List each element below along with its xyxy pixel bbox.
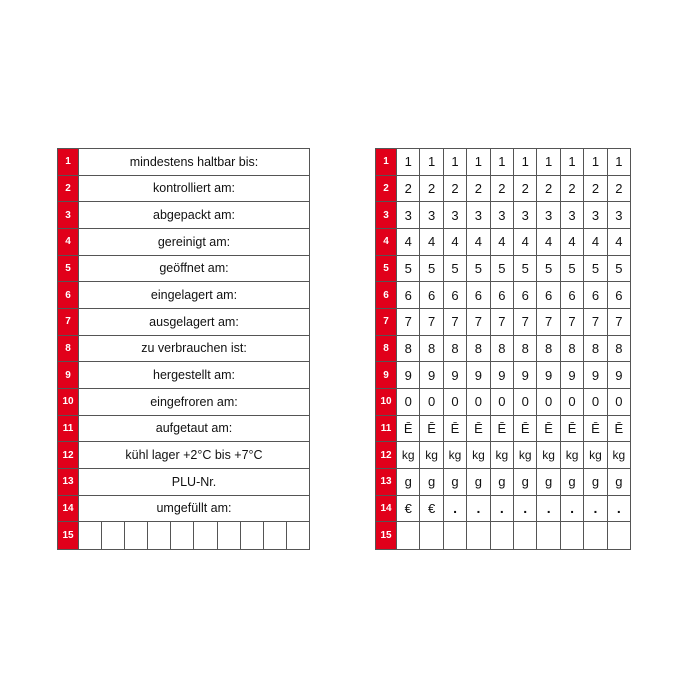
- grid-cell: 9: [584, 362, 607, 388]
- grid-cell: 1: [397, 149, 420, 175]
- left-row-12: [58, 442, 309, 469]
- left-row-9: [58, 362, 309, 389]
- grid-cell: 7: [561, 309, 584, 335]
- grid-cell: €: [397, 496, 420, 522]
- blank-cell: [102, 522, 125, 549]
- left-row-11: [58, 416, 309, 443]
- right-row-9: [376, 362, 630, 389]
- grid-cell: .: [514, 496, 537, 522]
- right-row-7: [376, 309, 630, 336]
- grid-cell: 7: [491, 309, 514, 335]
- row-label: eingefroren am:: [150, 394, 238, 409]
- grid-cell: .: [616, 500, 621, 517]
- grid-cell: 1: [420, 149, 443, 175]
- left-row-10: [58, 389, 309, 416]
- cell-group: [397, 229, 630, 255]
- grid-cell: Ē: [614, 420, 624, 436]
- row-number: 12: [376, 442, 397, 468]
- grid-cell: 8: [561, 336, 584, 362]
- grid-cell: 7: [444, 309, 467, 335]
- grid-cell: Ē: [584, 416, 607, 442]
- character-grid-table: [375, 148, 631, 550]
- row-number: 1: [58, 149, 79, 175]
- label-text-table: [57, 148, 310, 550]
- grid-cell: [420, 522, 443, 549]
- row-number: 10: [376, 389, 397, 415]
- left-row-7: [58, 309, 309, 336]
- row-number: 14: [58, 496, 79, 522]
- right-row-12: [376, 442, 630, 469]
- grid-cell: Ē: [397, 416, 420, 442]
- grid-cell: 5: [467, 256, 490, 282]
- left-row-1: [58, 149, 309, 176]
- grid-cell: [561, 522, 584, 549]
- grid-cell: .: [491, 496, 514, 522]
- grid-cell: 0: [537, 389, 560, 415]
- grid-cell: 9: [444, 362, 467, 388]
- left-row-4: [58, 229, 309, 256]
- grid-cell: g: [467, 469, 490, 495]
- grid-cell: 5: [420, 256, 443, 282]
- grid-cell: 4: [444, 229, 467, 255]
- grid-cell: 5: [397, 256, 420, 282]
- grid-cell: [444, 522, 467, 549]
- grid-cell: 6: [584, 282, 607, 308]
- grid-cell: 2: [444, 176, 467, 202]
- right-row-10: [376, 389, 630, 416]
- blank-cell: [264, 522, 287, 549]
- grid-cell: 6: [491, 282, 514, 308]
- grid-cell: 7: [514, 309, 537, 335]
- grid-cell: 0: [420, 389, 443, 415]
- right-row-11: [376, 416, 630, 443]
- grid-cell: 2: [584, 176, 607, 202]
- grid-cell: 0: [615, 394, 623, 410]
- row-number: 7: [58, 309, 79, 335]
- grid-cell: g: [420, 469, 443, 495]
- grid-cell: g: [584, 469, 607, 495]
- grid-cell: 2: [467, 176, 490, 202]
- grid-cell: 5: [514, 256, 537, 282]
- row-number: 12: [58, 442, 79, 468]
- grid-cell: 2: [420, 176, 443, 202]
- left-row-6: [58, 282, 309, 309]
- row-number: 7: [376, 309, 397, 335]
- row-label: eingelagert am:: [150, 288, 238, 303]
- grid-cell: kg: [420, 442, 443, 468]
- grid-cell: 8: [615, 340, 623, 356]
- grid-cell: 4: [397, 229, 420, 255]
- grid-cell: 9: [467, 362, 490, 388]
- row-number: 2: [58, 176, 79, 202]
- row-number: 13: [376, 469, 397, 495]
- left-row-15: [58, 522, 309, 549]
- grid-cell: 8: [467, 336, 490, 362]
- row-label: geöffnet am:: [159, 261, 229, 276]
- row-number: 9: [376, 362, 397, 388]
- row-number: 5: [376, 256, 397, 282]
- left-row-13: [58, 469, 309, 496]
- cell-group: [397, 256, 630, 282]
- right-row-4: [376, 229, 630, 256]
- cell-group: [397, 336, 630, 362]
- grid-cell: kg: [584, 442, 607, 468]
- grid-cell: [537, 522, 560, 549]
- grid-cell: Ē: [537, 416, 560, 442]
- grid-cell: 3: [615, 207, 623, 223]
- blank-cell: [241, 522, 264, 549]
- right-row-13: [376, 469, 630, 496]
- grid-cell: Ē: [444, 416, 467, 442]
- grid-cell: Ē: [561, 416, 584, 442]
- grid-cell: 1: [561, 149, 584, 175]
- grid-cell: Ē: [420, 416, 443, 442]
- grid-cell: 9: [420, 362, 443, 388]
- grid-cell: g: [491, 469, 514, 495]
- grid-cell: 5: [444, 256, 467, 282]
- row-label: aufgetaut am:: [155, 421, 233, 436]
- grid-cell: 5: [561, 256, 584, 282]
- grid-cell: 2: [491, 176, 514, 202]
- blank-cell: [148, 522, 171, 549]
- row-label: zu verbrauchen ist:: [141, 341, 247, 356]
- left-row-14: [58, 496, 309, 523]
- grid-cell: 7: [397, 309, 420, 335]
- right-row-3: [376, 202, 630, 229]
- grid-cell: 5: [537, 256, 560, 282]
- cell-group: [397, 149, 630, 175]
- grid-cell: [491, 522, 514, 549]
- row-number: 4: [376, 229, 397, 255]
- grid-cell: 3: [397, 202, 420, 228]
- right-row-5: [376, 256, 630, 283]
- row-number: 3: [58, 202, 79, 228]
- grid-cell: 0: [491, 389, 514, 415]
- cell-group: [397, 362, 630, 388]
- cell-group: [397, 389, 630, 415]
- grid-cell: 1: [537, 149, 560, 175]
- right-row-1: [376, 149, 630, 176]
- grid-cell: g: [615, 474, 623, 490]
- grid-cell: g: [444, 469, 467, 495]
- right-row-8: [376, 336, 630, 363]
- cell-group: [397, 442, 630, 468]
- blank-cell: [287, 522, 309, 549]
- row-number: 15: [58, 522, 79, 549]
- grid-cell: kg: [612, 448, 626, 463]
- grid-cell: 4: [420, 229, 443, 255]
- row-number: 13: [58, 469, 79, 495]
- blank-cell: [125, 522, 148, 549]
- grid-cell: kg: [467, 442, 490, 468]
- cell-group: [397, 176, 630, 202]
- grid-cell: 0: [561, 389, 584, 415]
- grid-cell: kg: [444, 442, 467, 468]
- grid-cell: 2: [514, 176, 537, 202]
- grid-cell: 8: [444, 336, 467, 362]
- grid-cell: 3: [420, 202, 443, 228]
- grid-cell: .: [584, 496, 607, 522]
- grid-cell: kg: [561, 442, 584, 468]
- grid-cell: 6: [537, 282, 560, 308]
- grid-cell: 6: [397, 282, 420, 308]
- grid-cell: 1: [467, 149, 490, 175]
- grid-cell: €: [420, 496, 443, 522]
- row-number: 6: [376, 282, 397, 308]
- grid-cell: 3: [444, 202, 467, 228]
- row-number: 9: [58, 362, 79, 388]
- row-label: ausgelagert am:: [149, 314, 239, 329]
- grid-cell: 9: [561, 362, 584, 388]
- grid-cell: 9: [397, 362, 420, 388]
- grid-cell: 9: [514, 362, 537, 388]
- row-number: 4: [58, 229, 79, 255]
- grid-cell: g: [514, 469, 537, 495]
- row-number: 10: [58, 389, 79, 415]
- grid-cell: 5: [491, 256, 514, 282]
- row-number: 8: [376, 336, 397, 362]
- grid-cell: 6: [467, 282, 490, 308]
- row-number: 11: [376, 416, 397, 442]
- row-number: 15: [376, 522, 397, 549]
- row-number: 3: [376, 202, 397, 228]
- grid-cell: Ē: [467, 416, 490, 442]
- grid-cell: 8: [584, 336, 607, 362]
- grid-cell: 3: [467, 202, 490, 228]
- grid-cell: 3: [537, 202, 560, 228]
- row-label: kühl lager +2°C bis +7°C: [125, 448, 263, 463]
- cell-group: [397, 496, 630, 522]
- grid-cell: .: [561, 496, 584, 522]
- grid-cell: [514, 522, 537, 549]
- blank-cell: [194, 522, 217, 549]
- grid-cell: 2: [397, 176, 420, 202]
- blank-cells: [79, 522, 309, 549]
- grid-cell: 7: [537, 309, 560, 335]
- left-row-8: [58, 336, 309, 363]
- grid-cell: 1: [491, 149, 514, 175]
- row-label: kontrolliert am:: [153, 181, 235, 196]
- blank-cell: [171, 522, 194, 549]
- grid-cell: 3: [561, 202, 584, 228]
- grid-cell: .: [467, 496, 490, 522]
- grid-cell: g: [537, 469, 560, 495]
- row-label: mindestens haltbar bis:: [129, 154, 259, 169]
- grid-cell: [467, 522, 490, 549]
- grid-cell: 8: [514, 336, 537, 362]
- grid-cell: 3: [491, 202, 514, 228]
- grid-cell: Ē: [514, 416, 537, 442]
- grid-cell: kg: [537, 442, 560, 468]
- cell-group: [397, 416, 630, 442]
- cell-group: [397, 202, 630, 228]
- grid-cell: 4: [514, 229, 537, 255]
- grid-cell: kg: [491, 442, 514, 468]
- grid-cell: 1: [444, 149, 467, 175]
- grid-cell: [397, 522, 420, 549]
- grid-cell: 4: [491, 229, 514, 255]
- grid-cell: 8: [491, 336, 514, 362]
- grid-cell: 7: [467, 309, 490, 335]
- blank-cell: [79, 522, 102, 549]
- grid-cell: [608, 522, 630, 549]
- grid-cell: 0: [444, 389, 467, 415]
- grid-cell: Ē: [491, 416, 514, 442]
- grid-cell: 9: [615, 367, 623, 383]
- grid-cell: 4: [467, 229, 490, 255]
- row-number: 1: [376, 149, 397, 175]
- cell-group: [397, 309, 630, 335]
- cell-group: [397, 469, 630, 495]
- grid-cell: 7: [584, 309, 607, 335]
- grid-cell: 0: [514, 389, 537, 415]
- grid-cell: kg: [514, 442, 537, 468]
- cell-group: [397, 522, 630, 549]
- grid-cell: 2: [615, 180, 623, 196]
- row-number: 2: [376, 176, 397, 202]
- grid-cell: 6: [444, 282, 467, 308]
- grid-cell: 6: [615, 287, 623, 303]
- grid-cell: 4: [584, 229, 607, 255]
- grid-cell: 7: [615, 314, 623, 330]
- grid-cell: g: [397, 469, 420, 495]
- grid-cell: 2: [561, 176, 584, 202]
- grid-cell: 1: [584, 149, 607, 175]
- left-row-3: [58, 202, 309, 229]
- grid-cell: kg: [397, 442, 420, 468]
- grid-cell: 5: [615, 260, 623, 276]
- grid-cell: 1: [615, 154, 623, 170]
- grid-cell: 0: [467, 389, 490, 415]
- row-label: umgefüllt am:: [156, 501, 232, 516]
- grid-cell: 1: [514, 149, 537, 175]
- right-row-6: [376, 282, 630, 309]
- right-row-2: [376, 176, 630, 203]
- grid-cell: .: [444, 496, 467, 522]
- row-number: 14: [376, 496, 397, 522]
- row-number: 11: [58, 416, 79, 442]
- grid-cell: 4: [615, 234, 623, 250]
- grid-cell: 3: [584, 202, 607, 228]
- row-label: gereinigt am:: [157, 234, 231, 249]
- row-number: 5: [58, 256, 79, 282]
- grid-cell: .: [537, 496, 560, 522]
- grid-cell: 0: [584, 389, 607, 415]
- grid-cell: 8: [420, 336, 443, 362]
- grid-cell: [584, 522, 607, 549]
- grid-cell: 4: [561, 229, 584, 255]
- grid-cell: 2: [537, 176, 560, 202]
- grid-cell: 9: [491, 362, 514, 388]
- row-number: 6: [58, 282, 79, 308]
- row-label: hergestellt am:: [153, 368, 235, 383]
- grid-cell: 6: [420, 282, 443, 308]
- grid-cell: 3: [514, 202, 537, 228]
- grid-cell: 6: [514, 282, 537, 308]
- grid-cell: 9: [537, 362, 560, 388]
- grid-cell: 7: [420, 309, 443, 335]
- row-label: abgepackt am:: [153, 208, 235, 223]
- grid-cell: 8: [397, 336, 420, 362]
- grid-cell: 8: [537, 336, 560, 362]
- grid-cell: 5: [584, 256, 607, 282]
- blank-cell: [218, 522, 241, 549]
- grid-cell: 6: [561, 282, 584, 308]
- grid-cell: 0: [397, 389, 420, 415]
- left-row-2: [58, 176, 309, 203]
- row-label: PLU-Nr.: [171, 474, 217, 489]
- grid-cell: 4: [537, 229, 560, 255]
- left-row-5: [58, 256, 309, 283]
- right-row-14: [376, 496, 630, 523]
- cell-group: [397, 282, 630, 308]
- right-row-15: [376, 522, 630, 549]
- row-number: 8: [58, 336, 79, 362]
- grid-cell: g: [561, 469, 584, 495]
